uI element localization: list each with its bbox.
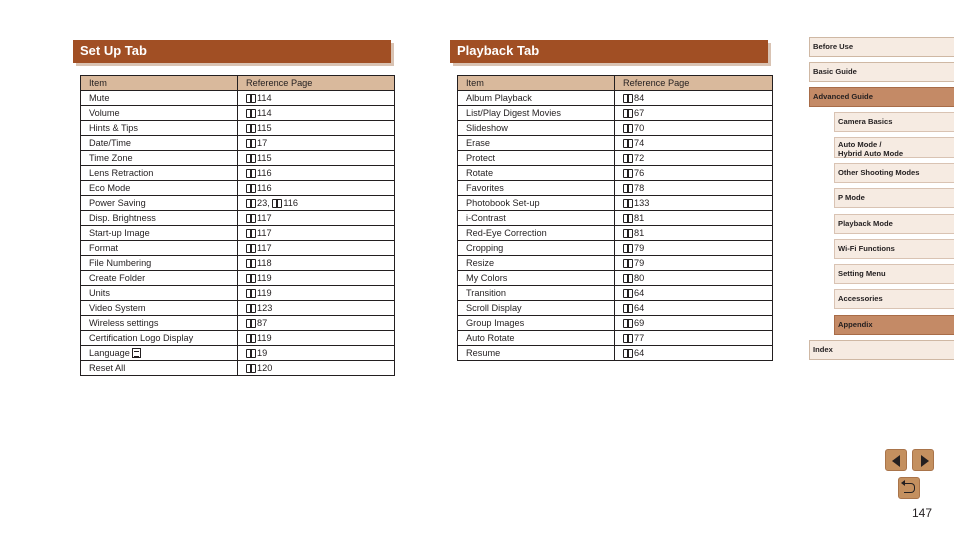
reference-page[interactable]: 119 — [257, 273, 272, 283]
reference-page[interactable]: 84 — [634, 93, 645, 103]
nav-wifi-functions[interactable]: Wi-Fi Functions — [834, 239, 954, 259]
book-icon — [623, 94, 633, 102]
item-label: Resize — [466, 258, 495, 268]
table-row — [458, 271, 773, 286]
playback-tab-heading: Playback Tab — [450, 40, 768, 63]
item-cell — [458, 301, 615, 316]
reference-page[interactable]: 77 — [634, 333, 645, 343]
nav-auto-mode-line2: Hybrid Auto Mode — [838, 149, 904, 158]
item-label: Start-up Image — [89, 228, 150, 238]
item-label: i-Contrast — [466, 213, 506, 223]
reference-page[interactable]: 116 — [257, 183, 272, 193]
item-cell — [81, 241, 238, 256]
item-cell — [458, 241, 615, 256]
table-row — [81, 136, 395, 151]
language-icon — [132, 348, 141, 358]
nav-setting-menu[interactable]: Setting Menu — [834, 264, 954, 284]
reference-cell[interactable] — [615, 181, 773, 196]
book-icon — [246, 364, 256, 372]
item-label: Album Playback — [466, 93, 532, 103]
item-cell — [81, 91, 238, 106]
book-icon — [623, 169, 633, 177]
item-label: Lens Retraction — [89, 168, 154, 178]
item-label: Hints & Tips — [89, 123, 139, 133]
nav-camera-basics[interactable]: Camera Basics — [834, 112, 954, 132]
reference-page[interactable]: 64 — [634, 303, 645, 313]
reference-cell[interactable] — [238, 241, 395, 256]
item-label: Red-Eye Correction — [466, 228, 547, 238]
reference-page[interactable]: 74 — [634, 138, 645, 148]
table-row — [81, 226, 395, 241]
item-cell — [81, 256, 238, 271]
table-row — [81, 151, 395, 166]
item-label: Certification Logo Display — [89, 333, 194, 343]
next-page-button[interactable] — [912, 449, 934, 471]
reference-cell[interactable] — [238, 196, 395, 211]
nav-index[interactable]: Index — [809, 340, 954, 360]
table-row — [81, 286, 395, 301]
reference-page[interactable]: 79 — [634, 243, 645, 253]
reference-page[interactable]: 117 — [257, 228, 272, 238]
reference-page[interactable]: 17 — [257, 138, 268, 148]
nav-auto-mode[interactable] — [834, 137, 954, 158]
item-label: Mute — [89, 93, 110, 103]
reference-cell[interactable] — [615, 151, 773, 166]
item-label: Slideshow — [466, 123, 508, 133]
book-icon — [623, 259, 633, 267]
reference-cell[interactable] — [238, 166, 395, 181]
book-icon — [623, 184, 633, 192]
reference-page[interactable]: 67 — [634, 108, 645, 118]
item-cell — [458, 166, 615, 181]
reference-page[interactable]: 64 — [634, 288, 645, 298]
table-row — [458, 121, 773, 136]
book-icon — [623, 304, 633, 312]
book-icon — [246, 124, 256, 132]
reference-cell[interactable] — [615, 256, 773, 271]
item-cell — [458, 346, 615, 361]
book-icon — [246, 349, 256, 357]
table-row — [81, 211, 395, 226]
item-cell — [458, 211, 615, 226]
item-label: List/Play Digest Movies — [466, 108, 561, 118]
item-label: Format — [89, 243, 119, 253]
item-label: My Colors — [466, 273, 508, 283]
reference-cell[interactable] — [615, 286, 773, 301]
book-icon — [623, 289, 633, 297]
table-row — [81, 256, 395, 271]
table-row — [458, 196, 773, 211]
reference-page[interactable]: 119 — [257, 333, 272, 343]
reference-page[interactable]: 116 — [283, 198, 298, 208]
nav-playback-mode[interactable]: Playback Mode — [834, 214, 954, 234]
reference-cell[interactable] — [238, 256, 395, 271]
book-icon — [623, 274, 633, 282]
table-row — [458, 91, 773, 106]
reference-cell[interactable] — [615, 91, 773, 106]
book-icon — [246, 244, 256, 252]
reference-cell[interactable] — [238, 121, 395, 136]
nav-other-shooting-modes[interactable]: Other Shooting Modes — [834, 163, 954, 183]
item-label: Volume — [89, 108, 120, 118]
item-cell — [458, 181, 615, 196]
reference-page[interactable]: 119 — [257, 288, 272, 298]
reference-cell[interactable] — [238, 226, 395, 241]
reference-page[interactable]: 87 — [257, 318, 268, 328]
item-label: Favorites — [466, 183, 504, 193]
nav-before-use[interactable]: Before Use — [809, 37, 954, 57]
return-button[interactable] — [898, 477, 920, 499]
item-label: Cropping — [466, 243, 504, 253]
column-header-item: Item — [458, 76, 615, 91]
item-cell — [81, 361, 238, 376]
reference-page[interactable]: 123 — [257, 303, 273, 313]
reference-cell[interactable] — [238, 151, 395, 166]
reference-page[interactable]: 64 — [634, 348, 645, 358]
reference-cell[interactable] — [615, 271, 773, 286]
item-label: Protect — [466, 153, 496, 163]
item-cell — [81, 346, 238, 361]
nav-auto-mode-line1: Auto Mode / — [838, 140, 882, 149]
table-row — [81, 121, 395, 136]
reference-cell[interactable] — [615, 241, 773, 256]
item-label: Auto Rotate — [466, 333, 515, 343]
reference-cell[interactable] — [238, 136, 395, 151]
reference-cell[interactable] — [238, 346, 395, 361]
reference-page[interactable]: 117 — [257, 213, 272, 223]
reference-cell[interactable] — [238, 271, 395, 286]
table-row — [81, 196, 395, 211]
table-row — [81, 106, 395, 121]
reference-page[interactable]: 115 — [257, 123, 272, 133]
book-icon — [246, 184, 256, 192]
reference-page[interactable]: 118 — [257, 258, 272, 268]
table-header-row — [458, 76, 773, 91]
book-icon — [623, 229, 633, 237]
item-cell — [458, 196, 615, 211]
item-cell — [81, 166, 238, 181]
table-row — [81, 181, 395, 196]
return-icon — [904, 483, 915, 493]
item-label: Resume — [466, 348, 501, 358]
table-row — [458, 166, 773, 181]
book-icon — [623, 199, 633, 207]
item-label: Reset All — [89, 363, 126, 373]
item-cell — [81, 301, 238, 316]
item-label: Eco Mode — [89, 183, 131, 193]
table-row — [458, 316, 773, 331]
table-row — [458, 346, 773, 361]
reference-cell[interactable] — [238, 301, 395, 316]
reference-page[interactable]: 116 — [257, 168, 272, 178]
item-label: Units — [89, 288, 110, 298]
item-label: Erase — [466, 138, 491, 148]
item-cell — [81, 106, 238, 121]
reference-cell[interactable] — [615, 226, 773, 241]
table-row — [458, 226, 773, 241]
nav-accessories[interactable]: Accessories — [834, 289, 954, 309]
item-label: Video System — [89, 303, 146, 313]
reference-page[interactable]: 69 — [634, 318, 645, 328]
nav-basic-guide[interactable]: Basic Guide — [809, 62, 954, 82]
reference-cell[interactable] — [238, 316, 395, 331]
reference-cell[interactable] — [238, 286, 395, 301]
reference-page[interactable]: 114 — [257, 93, 272, 103]
reference-cell[interactable] — [238, 91, 395, 106]
book-icon — [623, 334, 633, 342]
item-label: Date/Time — [89, 138, 132, 148]
item-cell — [81, 271, 238, 286]
playback-tab-table — [457, 75, 773, 361]
reference-cell[interactable] — [615, 196, 773, 211]
table-row — [81, 166, 395, 181]
item-label: Disp. Brightness — [89, 213, 156, 223]
book-icon — [246, 334, 256, 342]
column-header-reference: Reference Page — [238, 76, 395, 91]
item-cell — [458, 331, 615, 346]
table-row — [81, 301, 395, 316]
item-label: Language — [89, 348, 130, 358]
reference-page[interactable]: 70 — [634, 123, 645, 133]
book-icon — [246, 94, 256, 102]
item-cell — [458, 271, 615, 286]
item-label: Transition — [466, 288, 506, 298]
book-icon — [623, 214, 633, 222]
reference-cell[interactable] — [615, 106, 773, 121]
nav-p-mode[interactable]: P Mode — [834, 188, 954, 208]
column-header-reference: Reference Page — [615, 76, 773, 91]
table-row — [458, 286, 773, 301]
page-number: 147 — [912, 506, 933, 520]
reference-page[interactable]: 114 — [257, 108, 272, 118]
nav-appendix[interactable]: Appendix — [834, 315, 954, 335]
item-cell — [81, 181, 238, 196]
reference-cell[interactable] — [615, 211, 773, 226]
item-label: Wireless settings — [89, 318, 159, 328]
reference-cell[interactable] — [615, 316, 773, 331]
item-cell — [81, 196, 238, 211]
reference-cell[interactable] — [238, 106, 395, 121]
nav-advanced-guide[interactable]: Advanced Guide — [809, 87, 954, 107]
item-label: Create Folder — [89, 273, 146, 283]
item-cell — [81, 316, 238, 331]
book-icon — [623, 349, 633, 357]
reference-cell[interactable] — [615, 136, 773, 151]
table-row — [81, 316, 395, 331]
book-icon — [246, 109, 256, 117]
item-label: Power Saving — [89, 198, 146, 208]
book-icon — [246, 169, 256, 177]
book-icon — [246, 274, 256, 282]
book-icon — [246, 229, 256, 237]
book-icon — [623, 109, 633, 117]
table-row — [458, 136, 773, 151]
reference-cell[interactable] — [615, 121, 773, 136]
item-cell — [81, 211, 238, 226]
reference-cell[interactable] — [238, 211, 395, 226]
book-icon — [623, 319, 633, 327]
item-label: Rotate — [466, 168, 494, 178]
table-row — [458, 151, 773, 166]
table-row — [81, 361, 395, 376]
book-icon — [246, 289, 256, 297]
table-row — [81, 271, 395, 286]
item-label: Time Zone — [89, 153, 133, 163]
table-row — [458, 331, 773, 346]
reference-cell[interactable] — [238, 331, 395, 346]
item-cell — [458, 151, 615, 166]
item-cell — [458, 91, 615, 106]
table-header-row — [81, 76, 395, 91]
item-cell — [458, 226, 615, 241]
reference-page[interactable]: 133 — [634, 198, 650, 208]
book-icon — [623, 244, 633, 252]
reference-cell[interactable] — [238, 361, 395, 376]
item-cell — [458, 106, 615, 121]
reference-cell[interactable] — [615, 166, 773, 181]
book-icon — [246, 199, 256, 207]
book-icon — [246, 214, 256, 222]
item-cell — [458, 136, 615, 151]
reference-page[interactable]: 23, — [257, 198, 273, 208]
reference-cell[interactable] — [238, 181, 395, 196]
table-row — [81, 346, 395, 361]
reference-page[interactable]: 115 — [257, 153, 272, 163]
reference-page[interactable]: 81 — [634, 228, 645, 238]
reference-page[interactable]: 81 — [634, 213, 645, 223]
reference-cell[interactable] — [615, 331, 773, 346]
setup-tab-heading: Set Up Tab — [73, 40, 391, 63]
item-cell — [81, 331, 238, 346]
next-page-icon — [921, 455, 929, 467]
item-label: Scroll Display — [466, 303, 522, 313]
item-cell — [81, 226, 238, 241]
item-cell — [81, 121, 238, 136]
book-icon — [623, 139, 633, 147]
book-icon — [272, 199, 282, 207]
previous-page-icon — [892, 455, 900, 467]
column-header-item: Item — [81, 76, 238, 91]
book-icon — [246, 304, 256, 312]
reference-cell[interactable] — [615, 301, 773, 316]
item-label: File Numbering — [89, 258, 152, 268]
reference-page[interactable]: 76 — [634, 168, 645, 178]
book-icon — [246, 259, 256, 267]
reference-page[interactable]: 72 — [634, 153, 645, 163]
table-row — [81, 91, 395, 106]
item-label: Group Images — [466, 318, 525, 328]
item-cell — [458, 256, 615, 271]
table-row — [458, 106, 773, 121]
reference-page[interactable]: 120 — [257, 363, 273, 373]
item-cell — [81, 286, 238, 301]
table-row — [458, 211, 773, 226]
book-icon — [246, 139, 256, 147]
item-cell — [458, 121, 615, 136]
item-cell — [458, 286, 615, 301]
table-row — [458, 256, 773, 271]
setup-tab-table — [80, 75, 395, 376]
reference-page[interactable]: 19 — [257, 348, 268, 358]
book-icon — [623, 124, 633, 132]
table-row — [458, 181, 773, 196]
reference-page[interactable]: 78 — [634, 183, 645, 193]
table-row — [458, 241, 773, 256]
book-icon — [246, 154, 256, 162]
reference-page[interactable]: 79 — [634, 258, 645, 268]
previous-page-button[interactable] — [885, 449, 907, 471]
table-row — [81, 241, 395, 256]
item-label: Photobook Set-up — [466, 198, 540, 208]
reference-page[interactable]: 117 — [257, 243, 272, 253]
item-cell — [81, 151, 238, 166]
book-icon — [623, 154, 633, 162]
book-icon — [246, 319, 256, 327]
reference-page[interactable]: 80 — [634, 273, 645, 283]
table-row — [458, 301, 773, 316]
item-cell — [458, 316, 615, 331]
table-row — [81, 331, 395, 346]
reference-cell[interactable] — [615, 346, 773, 361]
item-cell — [81, 136, 238, 151]
